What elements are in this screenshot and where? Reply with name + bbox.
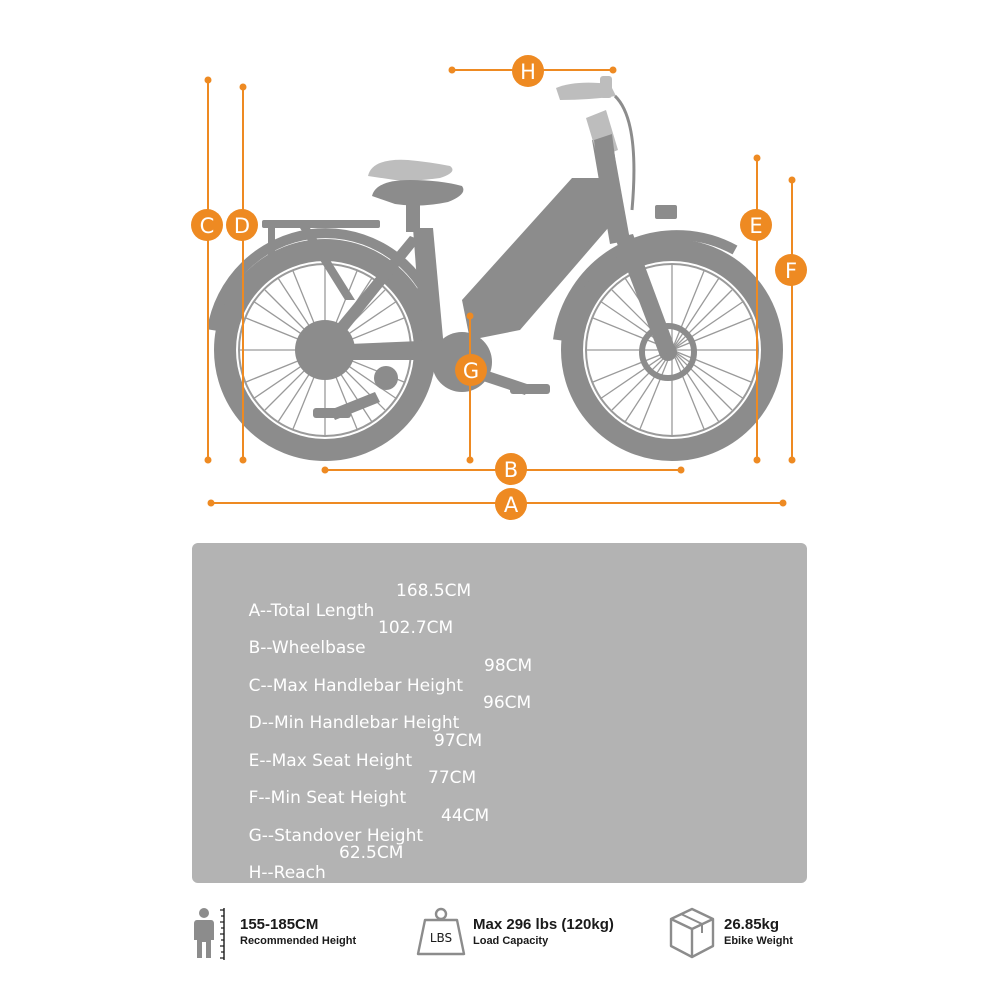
load-capacity-value: Max 296 lbs (120kg) — [473, 916, 614, 933]
spec-value: 62.5CM — [339, 843, 404, 863]
load-capacity-info — [415, 906, 645, 966]
marker-d — [226, 209, 258, 241]
spec-label: H--Reach — [248, 863, 326, 883]
weight-icon-text: LBS — [429, 931, 453, 945]
ebike-weight-label: Ebike Weight — [724, 935, 793, 947]
ebike-weight-info — [667, 906, 827, 966]
recommended-height-value: 155-185CM — [240, 916, 319, 933]
weight-icon — [415, 906, 467, 958]
marker-a-label: A — [503, 493, 519, 517]
spec-label: C--Max Handlebar Height — [248, 676, 464, 696]
spec-label: D--Min Handlebar Height — [248, 713, 460, 733]
recommended-height-label: Recommended Height — [240, 935, 357, 947]
marker-g-label: G — [462, 359, 480, 383]
box-icon — [667, 906, 717, 960]
marker-e-label: E — [749, 214, 763, 238]
marker-d-label: D — [233, 214, 251, 238]
marker-e — [740, 209, 772, 241]
marker-c-label: C — [199, 214, 215, 238]
marker-h-label: H — [520, 60, 536, 84]
spec-value: 96CM — [483, 693, 532, 713]
spec-value: 44CM — [441, 806, 490, 826]
recommended-height-info — [190, 906, 390, 966]
marker-f-label: F — [784, 259, 798, 283]
person-icon — [190, 906, 236, 962]
marker-c — [191, 209, 223, 241]
spec-panel — [192, 543, 807, 883]
spec-value: 97CM — [434, 731, 483, 751]
spec-label: E--Max Seat Height — [248, 751, 413, 771]
spec-label: F--Min Seat Height — [248, 788, 407, 808]
marker-g — [455, 354, 487, 386]
load-capacity-label: Load Capacity — [473, 935, 549, 947]
marker-h — [512, 55, 544, 87]
marker-b — [495, 453, 527, 485]
spec-label: B--Wheelbase — [248, 638, 366, 658]
marker-f — [775, 254, 807, 286]
seat — [368, 160, 463, 232]
bike-silhouette — [212, 76, 772, 450]
spec-value: 98CM — [484, 656, 533, 676]
spec-value: 102.7CM — [378, 618, 454, 638]
marker-a — [495, 488, 527, 520]
marker-b-label: B — [503, 458, 519, 482]
spec-label: A--Total Length — [248, 601, 375, 621]
spec-value: 77CM — [428, 768, 477, 788]
spec-label: G--Standover Height — [248, 826, 424, 846]
spec-value: 168.5CM — [396, 581, 472, 601]
ebike-weight-value: 26.85kg — [724, 916, 780, 933]
